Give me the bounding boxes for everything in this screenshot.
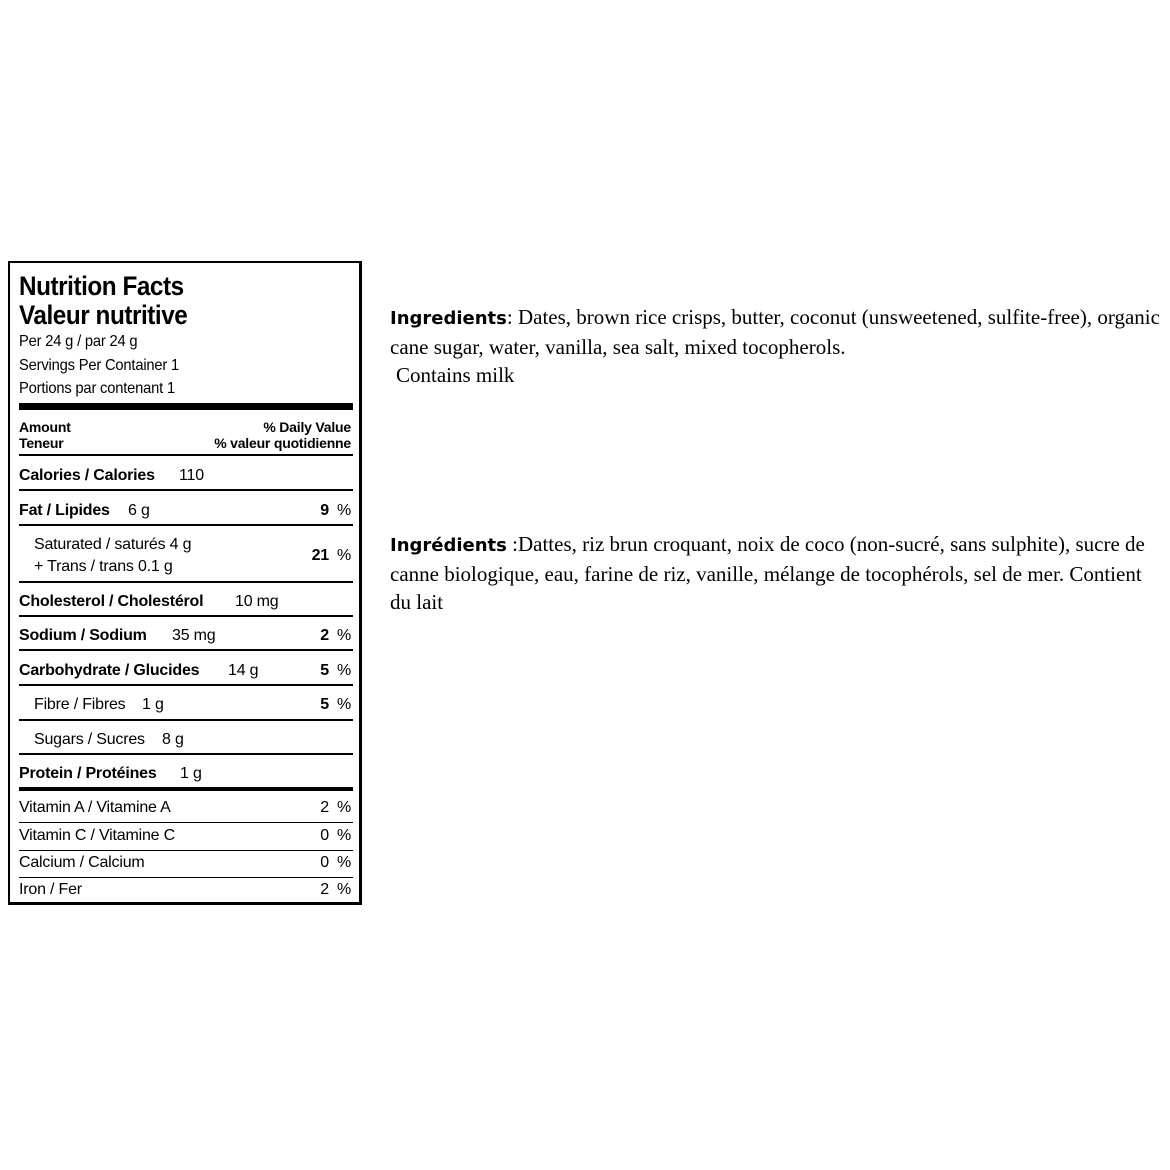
- vitamin-a-label: Vitamin A / Vitamine A: [19, 799, 171, 816]
- sodium-percent: 2 %: [320, 627, 351, 644]
- divider: [19, 581, 353, 583]
- divider: [19, 524, 353, 526]
- ingredients-text-en: : Dates, brown rice crisps, butter, coconut (unsweetened, sulfite-free), organic cane sugar, water, vanilla, sea salt, mixed tocopherols.: [390, 305, 1160, 359]
- saturated-label: Saturated / saturés 4 g: [34, 536, 192, 553]
- cholesterol-amount: 10 mg: [235, 593, 279, 610]
- nutrition-title-fr: Valeur nutritive: [19, 300, 188, 330]
- cholesterol-label: Cholesterol / Cholestérol: [19, 593, 204, 610]
- serving-size: Per 24 g / par 24 g: [19, 333, 138, 350]
- nutrition-facts-inner: [19, 263, 353, 902]
- thick-divider-top: [19, 403, 353, 410]
- protein-amount: 1 g: [180, 765, 202, 782]
- divider: [19, 877, 353, 878]
- ingredients-french: [390, 530, 1160, 616]
- fat-amount: 6 g: [128, 502, 150, 519]
- ingredients-text-fr: :Dattes, riz brun croquant, noix de coco (non-sucré, sans sulphite), sucre de canne biologique, eau, farine de riz, vanille, mélange de tocophérols, sel de mer. Contient du lait: [390, 532, 1145, 614]
- ingredients-heading-fr: Ingrédients: [390, 535, 507, 556]
- vitamin-c-percent: 0 %: [320, 827, 351, 844]
- carbohydrate-label: Carbohydrate / Glucides: [19, 662, 200, 679]
- divider: [19, 684, 353, 686]
- trans-label: + Trans / trans 0.1 g: [34, 558, 173, 575]
- calories-amount: 110: [179, 467, 204, 484]
- ingredients-heading-en: Ingredients: [390, 308, 507, 329]
- teneur-label: Teneur: [19, 435, 64, 451]
- fat-percent: 9 %: [320, 502, 351, 519]
- amount-header: [19, 419, 71, 451]
- fibre-percent: 5 %: [320, 696, 351, 713]
- calories-label: Calories / Calories: [19, 467, 155, 484]
- daily-value-header: [214, 419, 351, 451]
- carbohydrate-percent: 5 %: [320, 662, 351, 679]
- divider: [19, 850, 353, 851]
- calcium-percent: 0 %: [320, 854, 351, 871]
- protein-label: Protein / Protéines: [19, 765, 157, 782]
- servings-per-container-en: Servings Per Container 1: [19, 357, 180, 374]
- ingredients-english: [390, 303, 1160, 389]
- divider: [19, 489, 353, 491]
- divider: [19, 719, 353, 721]
- iron-percent: 2 %: [320, 881, 351, 898]
- iron-label: Iron / Fer: [19, 881, 82, 898]
- fat-label: Fat / Lipides: [19, 502, 110, 519]
- fibre-label: Fibre / Fibres: [34, 696, 126, 713]
- amount-label: Amount: [19, 419, 71, 435]
- servings-per-container-fr: Portions par contenant 1: [19, 380, 175, 397]
- vitamin-c-label: Vitamin C / Vitamine C: [19, 827, 175, 844]
- thick-divider-bottom: [19, 787, 353, 791]
- valeur-quotidienne-label: % valeur quotidienne: [214, 435, 351, 451]
- sodium-label: Sodium / Sodium: [19, 627, 147, 644]
- vitamin-a-percent: 2 %: [320, 799, 351, 816]
- divider: [19, 753, 353, 755]
- sugars-label: Sugars / Sucres: [34, 731, 145, 748]
- saturated-percent: 21 %: [311, 547, 351, 564]
- sodium-amount: 35 mg: [172, 627, 216, 644]
- contains-milk: Contains milk: [396, 363, 515, 387]
- divider: [19, 649, 353, 651]
- fibre-amount: 1 g: [142, 696, 164, 713]
- carbohydrate-amount: 14 g: [228, 662, 259, 679]
- divider: [19, 615, 353, 617]
- daily-value-label: % Daily Value: [263, 419, 351, 435]
- divider: [19, 822, 353, 823]
- calcium-label: Calcium / Calcium: [19, 854, 145, 871]
- sugars-amount: 8 g: [162, 731, 184, 748]
- row-saturated-trans: [19, 535, 353, 579]
- divider: [19, 454, 353, 456]
- nutrition-facts-table: [8, 261, 362, 905]
- nutrition-title-en: Nutrition Facts: [19, 271, 184, 301]
